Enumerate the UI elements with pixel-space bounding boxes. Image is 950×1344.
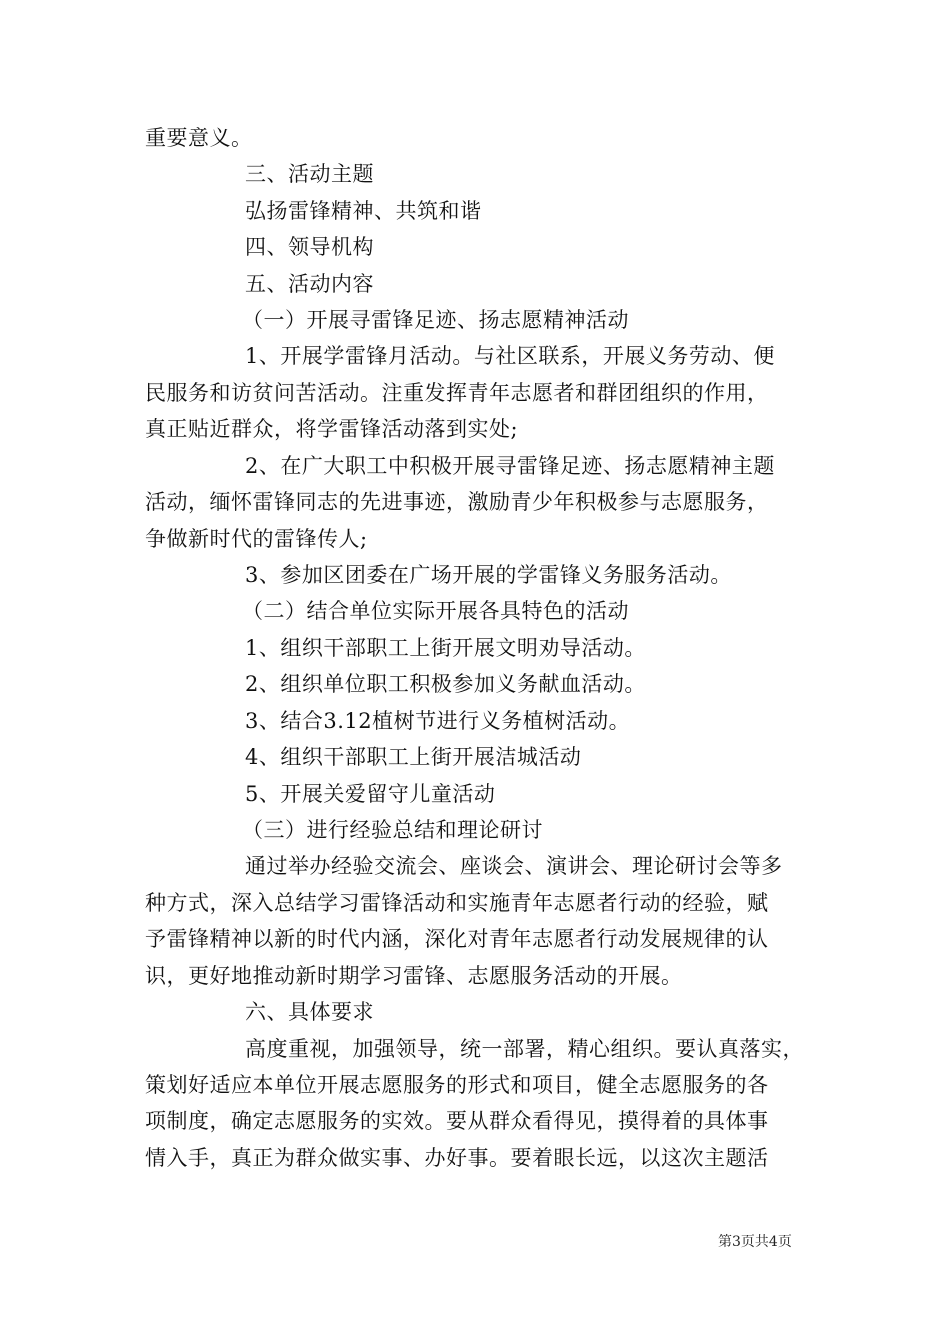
- section-heading: 五、活动内容: [245, 272, 374, 296]
- list-item: 1、组织干部职工上街开展文明劝导活动。: [245, 636, 646, 660]
- list-item: 3、结合3.12植树节进行义务植树活动。: [245, 709, 631, 733]
- text-line: 争做新时代的雷锋传人;: [145, 527, 368, 551]
- text-line: 高度重视，加强领导，统一部署，精心组织。要认真落实，: [245, 1037, 804, 1061]
- text-line: 项制度，确定志愿服务的实效。要从群众看得见，摸得着的具体事: [145, 1109, 769, 1133]
- text-line: 1、开展学雷锋月活动。与社区联系，开展义务劳动、便: [245, 344, 775, 368]
- subsection-heading: （一）开展寻雷锋足迹、扬志愿精神活动: [242, 308, 629, 332]
- text-line: 通过举办经验交流会、座谈会、演讲会、理论研讨会等多: [245, 854, 783, 878]
- list-item: 4、组织干部职工上街开展洁城活动: [245, 745, 582, 769]
- text-line: 真正贴近群众，将学雷锋活动落到实处;: [145, 417, 519, 441]
- subsection-heading: （二）结合单位实际开展各具特色的活动: [242, 599, 629, 623]
- text-line: 重要意义。: [145, 126, 253, 150]
- section-heading: 六、具体要求: [245, 1000, 374, 1024]
- text-line: 情入手，真正为群众做实事、办好事。要着眼长远，以这次主题活: [145, 1146, 769, 1170]
- subsection-heading: （三）进行经验总结和理论研讨: [242, 818, 543, 842]
- text-line: 3、参加区团委在广场开展的学雷锋义务服务活动。: [245, 563, 732, 587]
- section-heading: 三、活动主题: [245, 162, 374, 186]
- list-item: 5、开展关爱留守儿童活动: [245, 782, 496, 806]
- text-line: 识，更好地推动新时期学习雷锋、志愿服务活动的开展。: [145, 964, 683, 988]
- section-heading: 四、领导机构: [245, 235, 374, 259]
- text-line: 种方式，深入总结学习雷锋活动和实施青年志愿者行动的经验，赋: [145, 891, 769, 915]
- text-line: 活动，缅怀雷锋同志的先进事迹，激励青少年积极参与志愿服务，: [145, 490, 769, 514]
- list-item: 2、组织单位职工积极参加义务献血活动。: [245, 672, 646, 696]
- text-line: 民服务和访贫问苦活动。注重发挥青年志愿者和群团组织的作用，: [145, 381, 769, 405]
- text-line: 予雷锋精神以新的时代内涵，深化对青年志愿者行动发展规律的认: [145, 927, 769, 951]
- text-line: 策划好适应本单位开展志愿服务的形式和项目，健全志愿服务的各: [145, 1073, 769, 1097]
- text-line: 2、在广大职工中积极开展寻雷锋足迹、扬志愿精神主题: [245, 454, 775, 478]
- page-number: 第3页共4页: [718, 1234, 792, 1250]
- text-line: 弘扬雷锋精神、共筑和谐: [245, 199, 482, 223]
